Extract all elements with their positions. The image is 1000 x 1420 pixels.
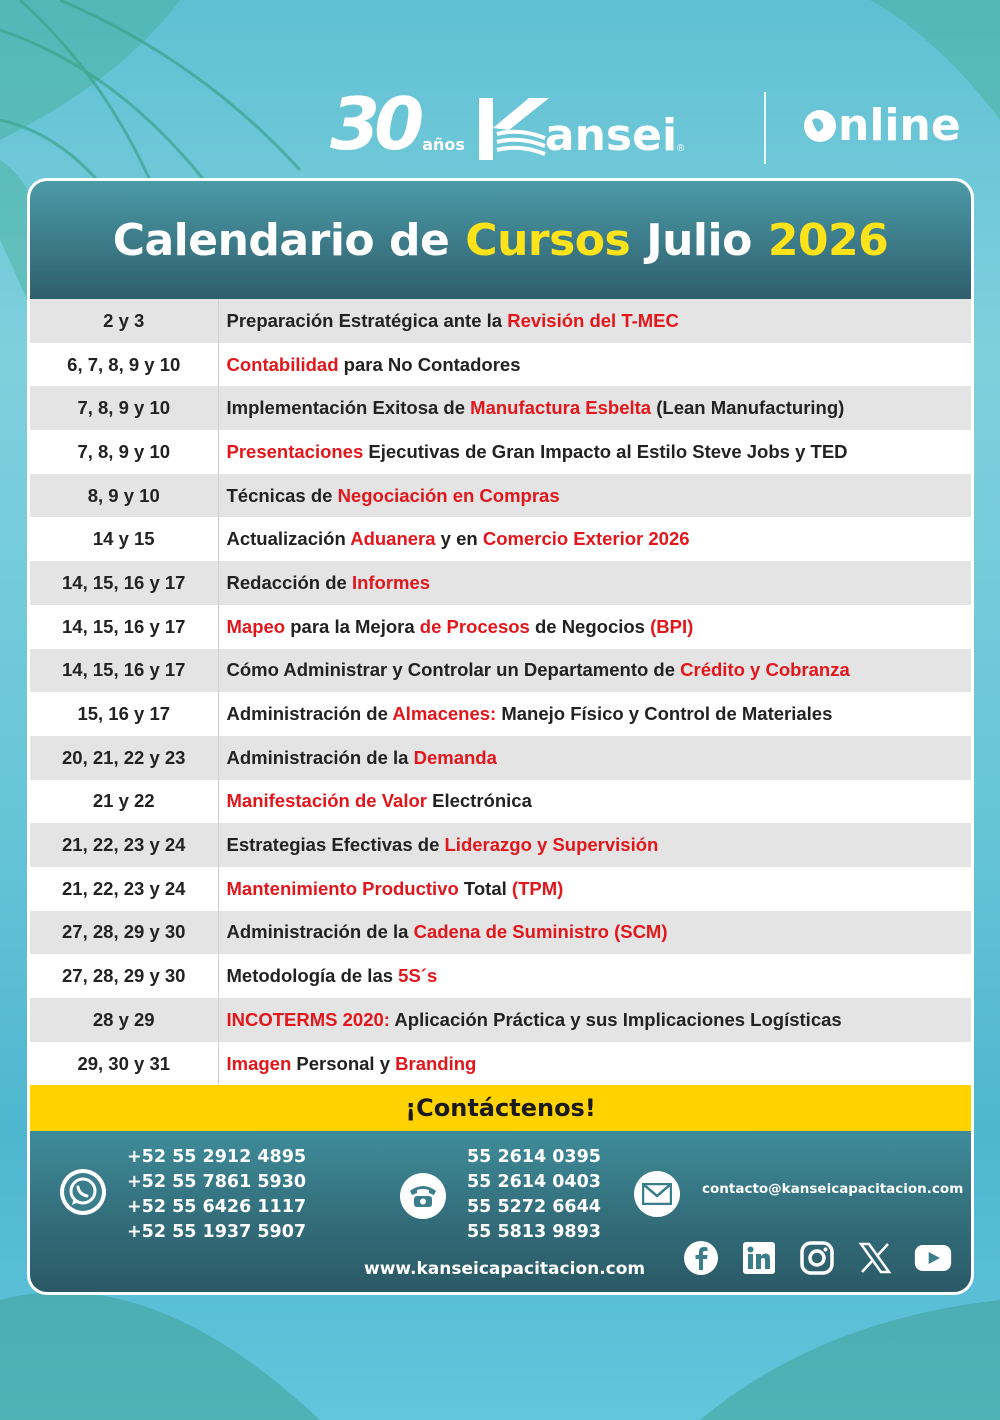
course-dates: 21 y 22	[30, 780, 218, 824]
x-icon[interactable]	[856, 1239, 894, 1277]
course-row	[30, 692, 971, 736]
course-name-highlight: (TPM)	[511, 877, 564, 899]
whatsapp-number[interactable]: +52 55 1937 5907	[127, 1222, 307, 1243]
course-name	[218, 474, 971, 518]
globe-icon	[804, 110, 836, 142]
course-name-text: Electrónica	[426, 790, 532, 812]
course-dates: 14, 15, 16 y 17	[30, 561, 218, 605]
contact-footer	[30, 1131, 971, 1295]
course-name-highlight: INCOTERMS 2020:	[226, 1008, 390, 1030]
anniversary-word: años	[422, 135, 465, 154]
whatsapp-number[interactable]: +52 55 7861 5930	[127, 1172, 307, 1193]
course-name	[218, 605, 971, 649]
course-row	[30, 474, 971, 518]
course-name-highlight: Imagen	[226, 1052, 292, 1074]
contact-heading: ¡Contáctenos!	[30, 1085, 971, 1131]
course-row	[30, 954, 971, 998]
course-dates: 20, 21, 22 y 23	[30, 736, 218, 780]
course-name-highlight: Presentaciones	[226, 440, 364, 462]
course-name	[218, 867, 971, 911]
course-dates: 8, 9 y 10	[30, 474, 218, 518]
course-dates: 7, 8, 9 y 10	[30, 430, 218, 474]
course-dates: 21, 22, 23 y 24	[30, 823, 218, 867]
course-name-highlight: Negociación en Compras	[337, 484, 560, 506]
course-dates: 29, 30 y 31	[30, 1042, 218, 1086]
course-dates: 14, 15, 16 y 17	[30, 649, 218, 693]
instagram-icon[interactable]	[798, 1239, 836, 1277]
email-address[interactable]: contacto@kanseicapacitacion.com	[702, 1181, 964, 1198]
course-name-text: Personal y	[291, 1052, 396, 1074]
course-name-highlight: Crédito y Cobranza	[680, 659, 850, 681]
course-name-text: Implementación Exitosa de	[226, 397, 471, 419]
course-name-text: para No Contadores	[338, 353, 521, 375]
title-part-1: Calendario de	[112, 214, 450, 266]
course-name-highlight: Contabilidad	[226, 353, 339, 375]
kansei-logo	[330, 80, 685, 166]
course-name	[218, 386, 971, 430]
title-part-2: Cursos	[465, 214, 631, 266]
course-name-text: Administración de la	[226, 746, 414, 768]
logo-divider	[764, 92, 766, 164]
course-name-highlight: Aduanera	[350, 528, 436, 550]
course-row	[30, 343, 971, 387]
course-name-highlight: Branding	[395, 1052, 477, 1074]
course-name	[218, 954, 971, 998]
course-name-highlight: Liderazgo y Supervisión	[444, 834, 659, 856]
course-name-highlight: Manifestación de Valor	[226, 790, 427, 812]
whatsapp-numbers	[127, 1145, 306, 1245]
course-row	[30, 998, 971, 1042]
course-name-text: Administración de	[226, 703, 393, 725]
course-name-text: Manejo Físico y Control de Materiales	[496, 703, 833, 725]
online-label: nline	[838, 100, 961, 151]
course-row	[30, 386, 971, 430]
course-name-highlight: Mapeo	[226, 615, 286, 637]
phone-number[interactable]: 55 2614 0395	[467, 1147, 601, 1168]
course-name-highlight: Informes	[351, 571, 431, 593]
course-dates: 15, 16 y 17	[30, 692, 218, 736]
course-name	[218, 649, 971, 693]
course-name-text: para la Mejora	[285, 615, 420, 637]
course-name	[218, 343, 971, 387]
course-row	[30, 823, 971, 867]
title-part-3: Julio	[646, 214, 752, 266]
facebook-icon[interactable]	[682, 1239, 720, 1277]
page-title	[30, 181, 971, 299]
website-link[interactable]: www.kanseicapacitacion.com	[364, 1259, 646, 1280]
anniversary-number: 30	[330, 82, 419, 166]
whatsapp-number[interactable]: +52 55 2912 4895	[127, 1147, 307, 1168]
course-name-highlight: de Procesos	[419, 615, 530, 637]
course-name	[218, 561, 971, 605]
course-name-highlight: (BPI)	[650, 615, 694, 637]
course-name	[218, 430, 971, 474]
course-name-text: Estrategias Efectivas de	[226, 834, 445, 856]
course-row	[30, 517, 971, 561]
course-dates: 14 y 15	[30, 517, 218, 561]
course-name-highlight: Revisión del T-MEC	[507, 309, 679, 331]
whatsapp-icon[interactable]	[60, 1169, 106, 1215]
phone-number[interactable]: 55 5272 6644	[467, 1197, 601, 1218]
phone-number[interactable]: 55 2614 0403	[467, 1172, 601, 1193]
course-dates: 6, 7, 8, 9 y 10	[30, 343, 218, 387]
kansei-k-icon	[479, 98, 549, 160]
course-name-text: Total	[458, 877, 512, 899]
course-name-highlight: Almacenes:	[392, 703, 497, 725]
course-name	[218, 299, 971, 343]
brand-name: ansei	[544, 110, 678, 161]
social-links	[682, 1239, 952, 1277]
course-dates: 27, 28, 29 y 30	[30, 911, 218, 955]
course-name	[218, 780, 971, 824]
course-row	[30, 649, 971, 693]
title-part-4: 2026	[767, 214, 889, 266]
youtube-icon[interactable]	[914, 1239, 952, 1277]
course-name	[218, 517, 971, 561]
course-dates: 2 y 3	[30, 299, 218, 343]
course-name	[218, 692, 971, 736]
course-row	[30, 605, 971, 649]
course-name-highlight: 5S´s	[398, 965, 438, 987]
course-name-highlight: Demanda	[413, 746, 497, 768]
course-name	[218, 998, 971, 1042]
course-name-highlight: Comercio Exterior 2026	[482, 528, 690, 550]
course-calendar-card	[27, 178, 974, 1295]
course-dates: 21, 22, 23 y 24	[30, 867, 218, 911]
course-row	[30, 911, 971, 955]
course-row	[30, 736, 971, 780]
phone-number[interactable]: 55 5813 9893	[467, 1222, 601, 1243]
course-name-highlight: Mantenimiento Productivo	[226, 877, 459, 899]
kansei-k-mark	[479, 98, 685, 160]
course-name-text: Administración de la	[226, 921, 414, 943]
course-name-highlight: Manufactura Esbelta	[470, 397, 652, 419]
course-row	[30, 780, 971, 824]
course-row	[30, 867, 971, 911]
course-name	[218, 823, 971, 867]
online-logo	[804, 100, 961, 151]
course-name-text: Redacción de	[226, 571, 352, 593]
course-name	[218, 1042, 971, 1086]
course-name	[218, 736, 971, 780]
course-name-text: Metodología de las	[226, 965, 399, 987]
course-name-text: y en	[435, 528, 483, 550]
course-name-highlight: Cadena de Suministro (SCM)	[413, 921, 668, 943]
email-icon[interactable]	[634, 1171, 680, 1217]
course-row	[30, 561, 971, 605]
course-table	[30, 299, 971, 1085]
course-name-text: Técnicas de	[226, 484, 338, 506]
course-name	[218, 911, 971, 955]
course-dates: 28 y 29	[30, 998, 218, 1042]
course-row	[30, 430, 971, 474]
course-name-text: (Lean Manufacturing)	[651, 397, 845, 419]
registered-mark: ®	[677, 143, 685, 154]
course-name-text: Actualización	[226, 528, 351, 550]
course-name-text: Ejecutivas de Gran Impacto al Estilo Steve Jobs y TED	[363, 440, 848, 462]
course-name-text: Preparación Estratégica ante la	[226, 309, 508, 331]
phone-numbers	[467, 1145, 601, 1245]
telephone-icon[interactable]	[400, 1173, 446, 1219]
course-name-text: Aplicación Práctica y sus Implicaciones Logísticas	[389, 1008, 842, 1030]
course-dates: 14, 15, 16 y 17	[30, 605, 218, 649]
linkedin-icon[interactable]	[740, 1239, 778, 1277]
course-row	[30, 1042, 971, 1086]
whatsapp-number[interactable]: +52 55 6426 1117	[127, 1197, 307, 1218]
course-dates: 27, 28, 29 y 30	[30, 954, 218, 998]
course-dates: 7, 8, 9 y 10	[30, 386, 218, 430]
course-name-text: Cómo Administrar y Controlar un Departamento de	[226, 659, 681, 681]
course-name-text: de Negocios	[529, 615, 651, 637]
course-row	[30, 299, 971, 343]
